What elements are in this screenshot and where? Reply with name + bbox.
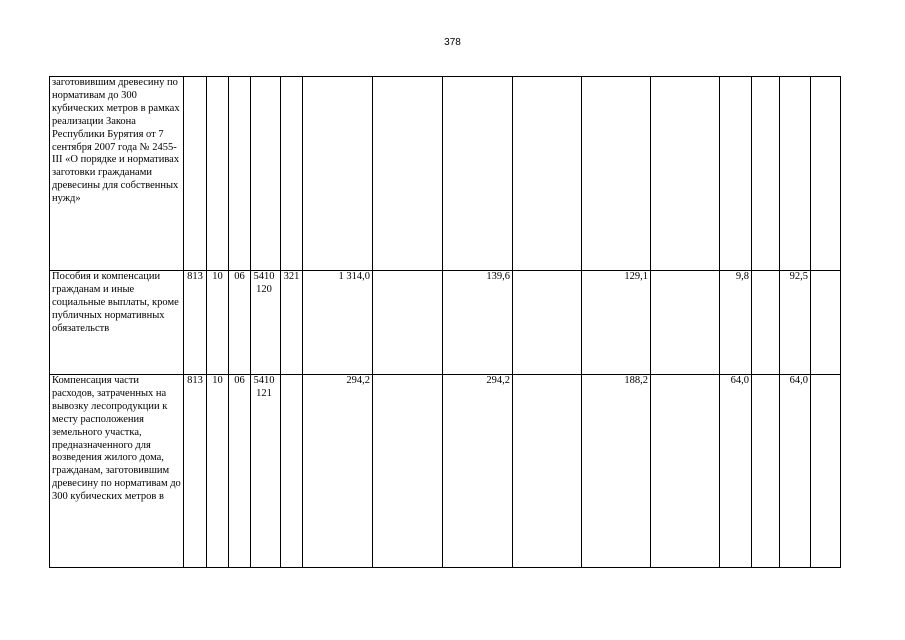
row-name-cell: заготовившим древесину по нормативам до 300 кубических метров в рамках реализации Закона Республики Бурятия от 7 сентября 2007 года № 2455-III «О порядке и нормативах заготовки гражданами древесины для собственных нужд» (50, 77, 184, 271)
row-name-cell: Компенсация части расходов, затраченных на вывозку лесопродукции к месту расположения земельного участка, предназначенного для возведения жилого дома, гражданам, заготовившим древесину по нормативам до 300 кубических метров в (50, 375, 184, 568)
value-cell (720, 77, 752, 271)
value-cell: 294,2 (443, 375, 513, 568)
rz-cell: 10 (207, 375, 229, 568)
value-cell (513, 77, 582, 271)
value-cell (651, 271, 720, 375)
grbs-cell: 813 (184, 375, 207, 568)
table-row (50, 271, 841, 375)
csr-cell (251, 375, 281, 568)
value-cell: 64,0 (780, 375, 811, 568)
value-cell (651, 375, 720, 568)
value-cell: 188,2 (582, 375, 651, 568)
value-cell (513, 271, 582, 375)
value-cell (811, 271, 841, 375)
value-cell (513, 375, 582, 568)
value-cell (373, 77, 443, 271)
csr-code: 5410121 (253, 375, 275, 399)
value-cell (373, 375, 443, 568)
value-cell (443, 77, 513, 271)
vr-cell (281, 375, 303, 568)
table-row (50, 77, 841, 271)
csr-code: 5410120 (253, 271, 275, 295)
value-cell: 64,0 (720, 375, 752, 568)
value-cell (780, 77, 811, 271)
vr-cell (281, 77, 303, 271)
value-cell (752, 375, 780, 568)
value-cell (811, 77, 841, 271)
rz-cell: 10 (207, 271, 229, 375)
page-number: 378 (444, 37, 461, 48)
value-cell (752, 271, 780, 375)
table-row (50, 375, 841, 568)
value-cell: 129,1 (582, 271, 651, 375)
pr-cell: 06 (229, 271, 251, 375)
value-cell (582, 77, 651, 271)
grbs-cell: 813 (184, 271, 207, 375)
value-cell (303, 77, 373, 271)
value-cell (752, 77, 780, 271)
budget-table (49, 76, 841, 568)
vr-cell: 321 (281, 271, 303, 375)
rz-cell (207, 77, 229, 271)
pr-cell: 06 (229, 375, 251, 568)
value-cell: 139,6 (443, 271, 513, 375)
value-cell (651, 77, 720, 271)
csr-cell (251, 271, 281, 375)
value-cell: 294,2 (303, 375, 373, 568)
value-cell: 1 314,0 (303, 271, 373, 375)
value-cell (811, 375, 841, 568)
csr-cell (251, 77, 281, 271)
value-cell: 92,5 (780, 271, 811, 375)
pr-cell (229, 77, 251, 271)
value-cell (373, 271, 443, 375)
row-name-cell: Пособия и компенсации гражданам и иные социальные выплаты, кроме публичных нормативных обязательств (50, 271, 184, 375)
value-cell: 9,8 (720, 271, 752, 375)
grbs-cell (184, 77, 207, 271)
